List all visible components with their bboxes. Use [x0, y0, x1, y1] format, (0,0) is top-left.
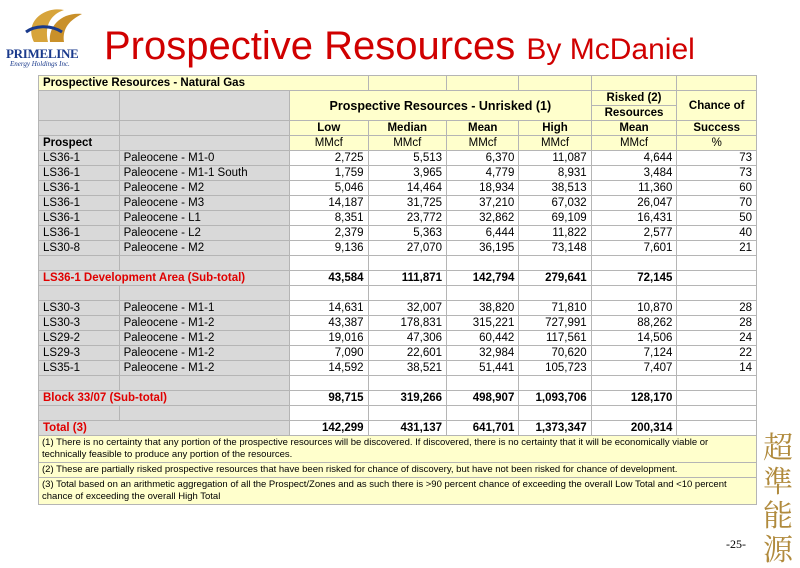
side-char: 準: [763, 465, 793, 500]
zone-cell: Paleocene - M3: [119, 196, 289, 211]
empty-cell: [677, 286, 757, 301]
table-row: [39, 136, 757, 151]
high-cell: 8,931: [519, 166, 591, 181]
risked-cell: 128,170: [591, 391, 677, 406]
table-row: [39, 121, 757, 136]
table-row: [39, 301, 757, 316]
mean-cell: 60,442: [447, 331, 519, 346]
risked-cell: 7,407: [591, 361, 677, 376]
table-row: [39, 91, 757, 106]
risked-header-2: Resources: [591, 106, 677, 121]
zone-cell: Paleocene - M2: [119, 181, 289, 196]
empty-cell: [519, 376, 591, 391]
zone-cell: Paleocene - M1-0: [119, 151, 289, 166]
mean-cell: 37,210: [447, 196, 519, 211]
empty-cell: [39, 376, 120, 391]
low-cell: 9,136: [290, 241, 369, 256]
empty-cell: [677, 421, 757, 436]
median-cell: 32,007: [368, 301, 447, 316]
empty-cell: [368, 256, 447, 271]
subtotal-row: [39, 271, 757, 286]
zone-cell: Paleocene - M1-1: [119, 301, 289, 316]
table-row: [39, 181, 757, 196]
mean-cell: 32,862: [447, 211, 519, 226]
median-cell: 27,070: [368, 241, 447, 256]
empty-cell: [591, 406, 677, 421]
empty-cell: [447, 256, 519, 271]
zone-cell: Paleocene - M1-2: [119, 331, 289, 346]
table-row: [39, 346, 757, 361]
title-main: Prospective Resources: [104, 24, 516, 68]
blank-row: [39, 376, 757, 391]
note-row: [39, 463, 757, 478]
low-cell: 1,759: [290, 166, 369, 181]
page-number: -25-: [726, 537, 746, 551]
mean-cell: 18,934: [447, 181, 519, 196]
unit-risked: MMcf: [591, 136, 677, 151]
unit-high: MMcf: [519, 136, 591, 151]
prospect-cell: LS36-1: [39, 181, 120, 196]
empty-cell: [677, 271, 757, 286]
zone-cell: Paleocene - M1-2: [119, 346, 289, 361]
low-cell: 14,187: [290, 196, 369, 211]
risked-cell: 2,577: [591, 226, 677, 241]
median-cell: 38,521: [368, 361, 447, 376]
chance-cell: 73: [677, 166, 757, 181]
zone-cell: Paleocene - M1-2: [119, 361, 289, 376]
median-cell: 111,871: [368, 271, 447, 286]
median-cell: 22,601: [368, 346, 447, 361]
unit-median: MMcf: [368, 136, 447, 151]
empty-cell: [119, 256, 289, 271]
col-high: High: [519, 121, 591, 136]
zone-cell: Paleocene - M2: [119, 241, 289, 256]
empty-cell: [519, 286, 591, 301]
group-header: Prospective Resources - Unrisked (1): [290, 91, 592, 121]
high-cell: 38,513: [519, 181, 591, 196]
chance-cell: 28: [677, 301, 757, 316]
note-row: [39, 478, 757, 505]
high-cell: 69,109: [519, 211, 591, 226]
company-logo: [4, 2, 96, 72]
low-cell: 14,631: [290, 301, 369, 316]
high-cell: 1,093,706: [519, 391, 591, 406]
mean-cell: 36,195: [447, 241, 519, 256]
table-row: [39, 361, 757, 376]
mean-cell: 498,907: [447, 391, 519, 406]
low-cell: 14,592: [290, 361, 369, 376]
unit-mean: MMcf: [447, 136, 519, 151]
high-cell: 117,561: [519, 331, 591, 346]
low-cell: 98,715: [290, 391, 369, 406]
median-cell: 5,513: [368, 151, 447, 166]
side-text: [760, 432, 796, 568]
empty-cell: [677, 376, 757, 391]
high-cell: 70,620: [519, 346, 591, 361]
subtotal-row: [39, 421, 757, 436]
col-mean: Mean: [447, 121, 519, 136]
median-cell: 31,725: [368, 196, 447, 211]
logo-subtitle: Energy Holdings Inc.: [10, 60, 70, 68]
empty-cell: [677, 406, 757, 421]
section-title: Prospective Resources - Natural Gas: [39, 76, 369, 91]
empty-cell: [290, 406, 369, 421]
median-cell: 47,306: [368, 331, 447, 346]
blank-row: [39, 286, 757, 301]
empty-cell: [119, 376, 289, 391]
risked-cell: 88,262: [591, 316, 677, 331]
chance-cell: 14: [677, 361, 757, 376]
footnote: (3) Total based on an arithmetic aggregation of all the Prospect/Zones and as such there is >90 percent chance of exceeding the overall Low Total and <10 percent chance of exceeding the overall High Total: [39, 478, 757, 505]
table-row: [39, 151, 757, 166]
mean-cell: 38,820: [447, 301, 519, 316]
mean-cell: 4,779: [447, 166, 519, 181]
empty-cell: [591, 286, 677, 301]
empty-cell: [119, 406, 289, 421]
median-cell: 178,831: [368, 316, 447, 331]
empty-cell: [290, 256, 369, 271]
col-prospect: Prospect: [39, 136, 120, 151]
empty-cell: [447, 406, 519, 421]
table-row: [39, 211, 757, 226]
low-cell: 43,387: [290, 316, 369, 331]
median-cell: 431,137: [368, 421, 447, 436]
empty-cell: [290, 286, 369, 301]
median-cell: 14,464: [368, 181, 447, 196]
subtotal-label: LS36-1 Development Area (Sub-total): [39, 271, 290, 286]
blank-row: [39, 406, 757, 421]
high-cell: 71,810: [519, 301, 591, 316]
empty-cell: [119, 286, 289, 301]
risked-cell: 3,484: [591, 166, 677, 181]
col-median: Median: [368, 121, 447, 136]
prospect-cell: LS36-1: [39, 196, 120, 211]
risked-cell: 26,047: [591, 196, 677, 211]
low-cell: 19,016: [290, 331, 369, 346]
empty-cell: [368, 406, 447, 421]
low-cell: 8,351: [290, 211, 369, 226]
prospect-cell: LS30-3: [39, 316, 120, 331]
mean-cell: 6,370: [447, 151, 519, 166]
prospect-cell: LS36-1: [39, 151, 120, 166]
unit-success: %: [677, 136, 757, 151]
prospect-cell: LS30-8: [39, 241, 120, 256]
empty-cell: [519, 256, 591, 271]
page-title: [104, 24, 695, 72]
side-char: 能: [763, 499, 793, 534]
risked-cell: 11,360: [591, 181, 677, 196]
zone-cell: Paleocene - M1-1 South: [119, 166, 289, 181]
chance-cell: 40: [677, 226, 757, 241]
median-cell: 3,965: [368, 166, 447, 181]
empty-cell: [591, 376, 677, 391]
side-char: 超: [763, 431, 793, 466]
prospect-cell: LS35-1: [39, 361, 120, 376]
side-char: 源: [763, 533, 793, 568]
footnote: (1) There is no certainty that any portion of the prospective resources will be discovered. If discovered, there is no certainty that it will be economically viable or technically feasible to produce any portion of the resources.: [39, 436, 757, 463]
subtotal-row: [39, 391, 757, 406]
unit-low: MMcf: [290, 136, 369, 151]
chance-cell: 73: [677, 151, 757, 166]
zone-cell: Paleocene - M1-2: [119, 316, 289, 331]
high-cell: 11,822: [519, 226, 591, 241]
logo-name: PRIMELINE: [6, 46, 79, 61]
risked-cell: 200,314: [591, 421, 677, 436]
risked-cell: 7,601: [591, 241, 677, 256]
empty-cell: [447, 286, 519, 301]
table-row: [39, 331, 757, 346]
title-by: By McDaniel: [526, 33, 695, 66]
high-cell: 105,723: [519, 361, 591, 376]
table-row: [39, 241, 757, 256]
chance-cell: 50: [677, 211, 757, 226]
low-cell: 2,379: [290, 226, 369, 241]
low-cell: 142,299: [290, 421, 369, 436]
col-success: Success: [677, 121, 757, 136]
blank-row: [39, 256, 757, 271]
high-cell: 11,087: [519, 151, 591, 166]
chance-cell: 28: [677, 316, 757, 331]
empty-cell: [591, 256, 677, 271]
chance-header: Chance of: [677, 91, 757, 121]
mean-cell: 51,441: [447, 361, 519, 376]
high-cell: 1,373,347: [519, 421, 591, 436]
high-cell: 67,032: [519, 196, 591, 211]
zone-cell: Paleocene - L1: [119, 211, 289, 226]
table-row: [39, 226, 757, 241]
high-cell: 727,991: [519, 316, 591, 331]
subtotal-label: Block 33/07 (Sub-total): [39, 391, 290, 406]
prospect-cell: LS36-1: [39, 226, 120, 241]
mean-cell: 641,701: [447, 421, 519, 436]
zone-cell: Paleocene - L2: [119, 226, 289, 241]
col-risked-mean: Mean: [591, 121, 677, 136]
risked-cell: 14,506: [591, 331, 677, 346]
empty-cell: [677, 391, 757, 406]
chance-cell: 60: [677, 181, 757, 196]
mean-cell: 315,221: [447, 316, 519, 331]
resources-table: [38, 75, 757, 505]
prospect-cell: LS30-3: [39, 301, 120, 316]
table-row: [39, 76, 757, 91]
chance-cell: 22: [677, 346, 757, 361]
empty-cell: [39, 286, 120, 301]
empty-cell: [39, 406, 120, 421]
footnote: (2) These are partially risked prospective resources that have been risked for chance of discovery, but have not been risked for chance of development.: [39, 463, 757, 478]
chance-cell: 24: [677, 331, 757, 346]
high-cell: 279,641: [519, 271, 591, 286]
high-cell: 73,148: [519, 241, 591, 256]
empty-cell: [368, 376, 447, 391]
note-row: [39, 436, 757, 463]
col-low: Low: [290, 121, 369, 136]
mean-cell: 32,984: [447, 346, 519, 361]
risked-cell: 16,431: [591, 211, 677, 226]
table-row: [39, 196, 757, 211]
empty-cell: [368, 286, 447, 301]
prospect-cell: LS36-1: [39, 166, 120, 181]
prospect-cell: LS29-3: [39, 346, 120, 361]
median-cell: 319,266: [368, 391, 447, 406]
chance-cell: 70: [677, 196, 757, 211]
risked-cell: 4,644: [591, 151, 677, 166]
empty-cell: [290, 376, 369, 391]
risked-cell: 10,870: [591, 301, 677, 316]
subtotal-label: Total (3): [39, 421, 290, 436]
prospect-cell: LS29-2: [39, 331, 120, 346]
low-cell: 2,725: [290, 151, 369, 166]
empty-cell: [519, 406, 591, 421]
median-cell: 5,363: [368, 226, 447, 241]
prospect-cell: LS36-1: [39, 211, 120, 226]
low-cell: 7,090: [290, 346, 369, 361]
mean-cell: 142,794: [447, 271, 519, 286]
logo-swirl-icon: [4, 2, 96, 48]
empty-cell: [39, 256, 120, 271]
empty-cell: [447, 376, 519, 391]
risked-cell: 72,145: [591, 271, 677, 286]
risked-cell: 7,124: [591, 346, 677, 361]
table-row: [39, 316, 757, 331]
risked-header: Risked (2): [591, 91, 677, 106]
chance-cell: 21: [677, 241, 757, 256]
mean-cell: 6,444: [447, 226, 519, 241]
low-cell: 43,584: [290, 271, 369, 286]
empty-cell: [677, 256, 757, 271]
median-cell: 23,772: [368, 211, 447, 226]
table-row: [39, 166, 757, 181]
low-cell: 5,046: [290, 181, 369, 196]
